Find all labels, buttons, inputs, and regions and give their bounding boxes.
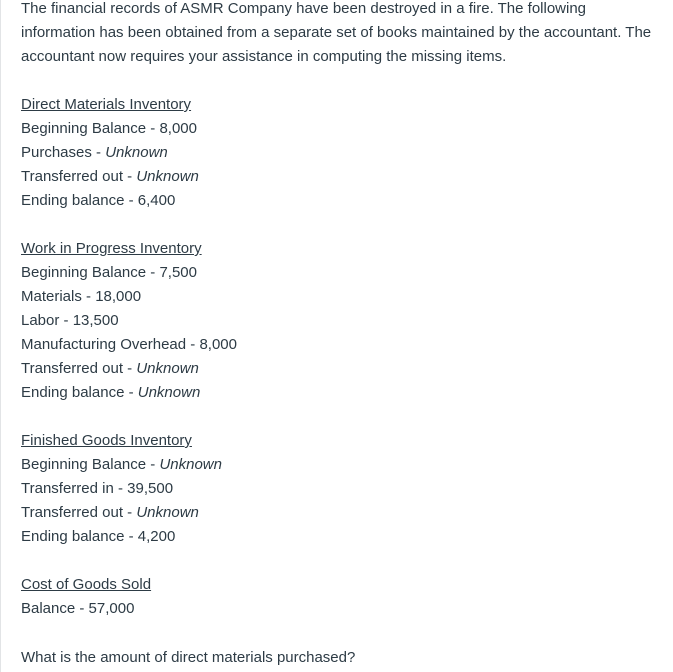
section-item: Balance - 57,000 bbox=[21, 600, 135, 617]
section-item: Ending balance - 4,200 bbox=[21, 528, 176, 545]
section-item: Labor - 13,500 bbox=[21, 312, 119, 329]
section-item: Transferred out - Unknown bbox=[21, 168, 199, 185]
section-item: Beginning Balance - 8,000 bbox=[21, 120, 197, 137]
section-work-in-progress bbox=[21, 237, 661, 405]
section-heading: Direct Materials Inventory bbox=[21, 96, 192, 113]
section-item: Transferred out - Unknown bbox=[21, 504, 199, 521]
section-item: Transferred in - 39,500 bbox=[21, 480, 174, 497]
left-border bbox=[0, 0, 1, 672]
section-heading: Work in Progress Inventory bbox=[21, 240, 202, 257]
section-finished-goods bbox=[21, 429, 661, 549]
section-heading: Cost of Goods Sold bbox=[21, 576, 152, 593]
section-direct-materials bbox=[21, 93, 661, 213]
section-item: Ending balance - Unknown bbox=[21, 384, 201, 401]
section-item: Purchases - Unknown bbox=[21, 144, 168, 161]
intro-paragraph: The financial records of ASMR Company have been destroyed in a fire. The following information has been obtained from a separate set of books maintained by the accountant. The accountant now requires your assistance in computing the missing items. bbox=[21, 0, 652, 65]
section-item: Ending balance - 6,400 bbox=[21, 192, 176, 209]
section-item: Manufacturing Overhead - 8,000 bbox=[21, 336, 237, 353]
question-body bbox=[21, 0, 661, 621]
section-item: Beginning Balance - 7,500 bbox=[21, 264, 197, 281]
section-cost-of-goods-sold bbox=[21, 573, 661, 621]
section-item: Beginning Balance - Unknown bbox=[21, 456, 222, 473]
question-text: What is the amount of direct materials purchased? bbox=[21, 649, 356, 666]
section-item: Materials - 18,000 bbox=[21, 288, 142, 305]
section-item: Transferred out - Unknown bbox=[21, 360, 199, 377]
section-heading: Finished Goods Inventory bbox=[21, 432, 192, 449]
